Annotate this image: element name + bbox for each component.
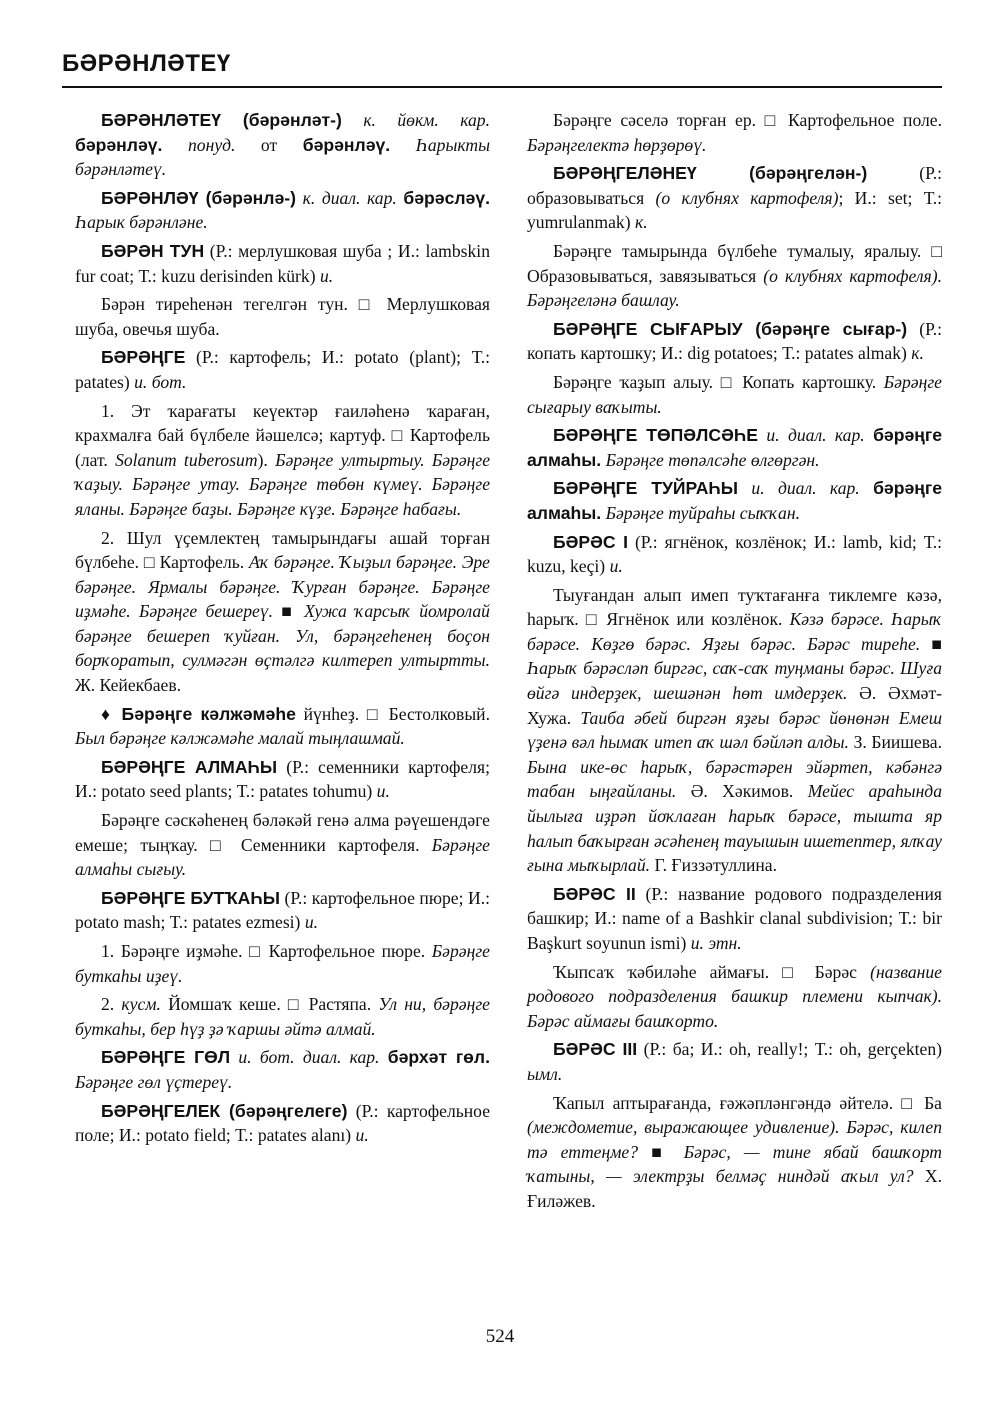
text: [738, 478, 751, 498]
text: (Р.: семенники картофеля; И.: potato seed plants; Т.: patates tohumu): [75, 756, 490, 802]
text: Бәрәңге тамырында бүлбеһе тумалыу, яралыу. □ Образовываться, завязываться: [527, 240, 942, 286]
italic-text: (о клубнях картофеля): [655, 187, 839, 208]
italic-text: Бына ике-өс һарыҡ, бәрәстәрен эйәртеп, кәбәнгә табан ыңғайланы.: [527, 756, 942, 802]
text: 2.: [101, 994, 122, 1015]
italic-text: Бәрәңге ултыртыу. Бәрәңге ҡаҙыу. Бәрәңге утау. Бәрәңге төбөн күмеү. Бәрәңге яланы. Бәрәңге баҙы. Бәрәңге күҙе. Бәрәңге һабағы.: [75, 449, 491, 519]
headword: БӘРӘҢГЕ: [101, 347, 186, 368]
entry-paragraph: [527, 960, 942, 1034]
entry-paragraph: [527, 423, 942, 472]
entry-paragraph: [75, 186, 490, 235]
right-column: [527, 108, 942, 1218]
italic-text: Аҡ бәрәңге. Ҡыҙыл бәрәңге. Эре бәрәңге. Ярмалы бәрәңге. Ҡурған бәрәңге. Бәрәңге иҙмәһе. Бәрәңге бешереү.: [75, 552, 490, 622]
italic-text: и. диал. кар.: [766, 425, 865, 446]
left-column: [75, 108, 490, 1152]
italic-text: к.: [634, 212, 648, 233]
italic-text: Solanum tuberosum: [115, 449, 258, 470]
text: З. Биишева.: [848, 732, 942, 753]
headword: БӘРӘҢГЕ ГӨЛ: [101, 1047, 231, 1068]
text: Ҡапыл аптырағанда, ғәжәпләнгәндә әйтелә. □ Ба: [553, 1092, 942, 1113]
text: Г. Ғиззәтуллина.: [650, 855, 778, 876]
italic-text: Бәрәңге төпәлсәһе өлгөргән.: [605, 449, 820, 470]
text: Ҡыпсаҡ ҡәбиләһе аймағы. □ Бәрәс: [553, 961, 871, 982]
headword: БӘРӘҢГЕ ТӨПӘЛСӘҺЕ: [553, 425, 758, 446]
italic-text: Һарыҡ бәрәсләп биргәс, саҡ-саҡ туңманы бәрәс. Шуға өйгә индерҙек, шешәнән һөт имдерҙек.: [527, 658, 942, 704]
italic-text: к. диал. кар.: [302, 187, 397, 208]
headword: БӘРӘН ТУН: [101, 240, 205, 261]
entry-paragraph: [527, 882, 942, 956]
entry-paragraph: [75, 755, 490, 804]
entry-paragraph: [527, 239, 942, 313]
text: (Р.: ягнёнок, козлёнок; И.: lamb, kid; Т.: kuzu, keçi): [527, 531, 942, 577]
italic-text: Ул ни, бәрәңге буткаһы, бер һүҙ ҙә ҡаршы әйтә алмай.: [75, 994, 490, 1039]
text: Х. Ғиләжев.: [527, 1166, 942, 1211]
text: (Р.: ба; И.: oh, really!; Т.: oh, gerçekten): [637, 1039, 943, 1060]
entry-paragraph: [75, 1099, 490, 1148]
entry-paragraph: [527, 370, 942, 419]
italic-text: и. бот. диал. кар.: [238, 1047, 380, 1068]
entry-paragraph: [75, 1045, 490, 1094]
text: Бәрәңге сәселә торған ер. □ Картофельное поле.: [553, 110, 942, 130]
italic-text: Бәрәс, — тине ябай башҡорт ҡатыны, — электрҙы белмәҫ ниндәй аҡыл ул?: [527, 1141, 942, 1187]
italic-text: и.: [319, 265, 334, 286]
headword: БӘРӘҢГЕЛЕК (бәрәңгелеге): [101, 1100, 348, 1121]
italic-text: Бәрәңге туйраһы сыҡҡан.: [605, 502, 800, 523]
text: Бәрәңге ҡаҙып алыу. □ Копать картошку.: [553, 371, 884, 392]
bold-term: ♦ Бәрәңге кәлжәмәһе: [101, 703, 296, 724]
text: [379, 1047, 387, 1067]
text: [860, 478, 873, 498]
italic-text: (о клубнях картофеля). Бәрәңгеләнә башлау.: [527, 265, 942, 311]
bold-term: бәрәңге алмаһы.: [527, 478, 942, 523]
text: йүнһеҙ. □ Бестолковый.: [295, 703, 490, 724]
entry-paragraph: [75, 108, 490, 182]
entry-paragraph: [527, 108, 942, 157]
text: ■: [920, 633, 942, 654]
text: 2. Шул үҫемлектең тамырындағы ашай торған бүлбеһе. □ Картофель.: [75, 527, 490, 573]
entry-paragraph: [75, 292, 490, 341]
bold-term: бәрхәт гөл.: [387, 1047, 490, 1068]
italic-text: Бәрәңге алмаһы сығыу.: [75, 834, 490, 880]
italic-text: и.: [376, 781, 390, 802]
headword: БӘРӘҢГЕЛӘНЕҮ (бәрәңгелән-): [553, 163, 868, 184]
headword: БӘРӘС II: [553, 883, 636, 904]
entry-paragraph: [527, 583, 942, 878]
italic-text: Хужа ҡарсыҡ йомролай бәрәңге бешереп ҡуйған. Ул, бәрәңгеһенең боҫон борҡоратып, сулмәгән өҫтәлгә килтереп ултыртты.: [75, 601, 490, 671]
entry-paragraph: [75, 992, 490, 1041]
entry-paragraph: [75, 345, 490, 394]
text: (Р.: картофель; И.: potato (plant); Т.: patates): [75, 347, 490, 392]
entry-paragraph: [527, 317, 942, 366]
text: Ә. Хәкимов.: [676, 781, 808, 802]
headword: БӘРӘҢГЕ АЛМАҺЫ: [101, 756, 278, 777]
italic-text: и. бот.: [134, 371, 187, 392]
entry-paragraph: [75, 886, 490, 935]
bold-term: бәрәнләү.: [302, 134, 391, 155]
text: 1. Бәрәңге иҙмәһе. □ Картофельное пюре.: [101, 941, 432, 961]
italic-text: и.: [304, 912, 319, 933]
italic-text: понуд.: [188, 134, 236, 155]
entry-paragraph: [75, 808, 490, 882]
entry-paragraph: [75, 239, 490, 288]
italic-text: к. йөкм. кар.: [363, 110, 490, 130]
italic-text: и. диал. кар.: [751, 478, 860, 499]
italic-text: Һарыкты бәрәнләтеү.: [75, 134, 490, 180]
headword: БӘРӘНЛӘҮ (бәрәнлә-): [101, 187, 296, 208]
text: (Р.: мерлушковая шуба ; И.: lambskin fur coat; Т.: kuzu derisinden kürk): [75, 240, 490, 286]
text: [342, 110, 363, 130]
text: [162, 135, 188, 155]
italic-text: Кәзә бәрәсе. Һарыҡ бәрәсе. Көҙгө бәрәс. Яҙғы бәрәс. Бәрәс тиреһе.: [527, 609, 942, 654]
text: Ә. Әхмәт-Хужа.: [527, 683, 942, 728]
italic-text: к.: [911, 343, 924, 364]
bold-term: бәрәсләү.: [403, 187, 490, 208]
italic-text: Бәрәңге сығарыу ваҡыты.: [527, 371, 942, 417]
text: ; И.: set; Т.: yumrulanmak): [527, 187, 942, 233]
entry-paragraph: [75, 399, 490, 522]
entry-paragraph: [527, 161, 942, 235]
entry-paragraph: [75, 939, 490, 988]
page-number: 524: [485, 1326, 515, 1347]
text: Тыуғандан алып имеп туҡтағанға тиклемге кәзә, һарыҡ. □ Ягнёнок или козлёнок.: [527, 584, 942, 630]
italic-text: Бәрәңге гөл үҫтереү.: [75, 1071, 233, 1092]
text: ).: [257, 449, 276, 470]
header-rule: [62, 86, 942, 88]
text: [390, 135, 416, 155]
italic-text: Таиба әбей биргән яҙғы бәрәс йөнөнән Емеш үҙенә вәл һымаҡ итеп аҡ шәл бәйләп алды.: [527, 707, 942, 753]
headword: БӘРӘҢГЕ БУТҠАҺЫ: [101, 887, 280, 908]
text: 1. Эт ҡарағаты кеүектәр ғаиләһенә ҡараған, крахмалға бай бүлбеле йәшелсә; картуф. □ Картофель (лат.: [75, 400, 490, 470]
italic-text: Бәрәңгелектә һөрҙөрөү.: [527, 134, 707, 155]
italic-text: (название родового подразделения башкир племени кыпчак). Бәрәс аймағы башҡорто.: [527, 961, 942, 1031]
italic-text: кусм.: [121, 994, 161, 1015]
running-head: БӘРӘНЛӘТЕҮ: [62, 50, 231, 77]
italic-text: Мейес араһында йылыға иҙрәп йоҡлаған һарыҡ бәрәсе, тышта яр һалып баҡырған әсәһенең тауышын ишетептер, ялҡау ғына мыҡырлай.: [527, 781, 942, 876]
text: ■: [638, 1141, 684, 1162]
italic-text: и. этн.: [690, 933, 742, 953]
entry-paragraph: [75, 702, 490, 751]
text: (Р.: копать картошку; И.: dig potatoes; Т.: patates almak): [527, 318, 942, 364]
bold-term: бәрәнләү.: [75, 134, 163, 155]
headword: БӘРӘНЛӘТЕҮ (бәрәнләт-): [101, 110, 342, 130]
text: Йомшаҡ кеше. □ Растяпа.: [160, 994, 379, 1015]
text: (Р.: картофельное пюре; И.: potato mash; Т.: patates ezmesi): [75, 887, 490, 933]
entry-paragraph: [527, 1037, 942, 1086]
headword: БӘРӘҢГЕ ТУЙРАҺЫ: [553, 478, 739, 499]
italic-text: и.: [609, 556, 623, 577]
text: [865, 425, 873, 445]
text: от: [235, 134, 303, 155]
entry-paragraph: [527, 476, 942, 525]
text: Ж. Кейекбаев.: [75, 675, 182, 696]
headword: БӘРӘҢГЕ СЫҒАРЫУ (бәрәңге сығар-): [553, 318, 908, 339]
bold-term: бәрәңге алмаһы.: [527, 425, 942, 470]
italic-text: Бәрәңге буткаһы иҙеү.: [75, 941, 490, 986]
italic-text: и.: [355, 1125, 369, 1146]
entry-paragraph: [75, 526, 490, 698]
headword: БӘРӘС I: [553, 531, 628, 552]
text: ■: [273, 601, 305, 622]
text: Бәрән тиреһенән тегелгән тун. □ Мерлушковая шуба, овечья шуба.: [75, 294, 490, 339]
headword: БӘРӘС III: [553, 1039, 638, 1060]
entry-paragraph: [527, 1091, 942, 1214]
entry-paragraph: [527, 530, 942, 579]
text: [296, 188, 303, 208]
italic-text: ымл.: [527, 1063, 563, 1084]
text: (Р.: название родового подразделения башкир; И.: name of a Bashkir clanal subdivision; Т.: bir Başkurt soyunun ismi): [527, 883, 942, 953]
italic-text: (междометие, выражающее удивление). Бәрәс, килеп тә еттеңме?: [527, 1117, 942, 1162]
italic-text: Һарык бәрәнләне.: [75, 212, 208, 233]
italic-text: Был бәрәңге кәлжәмәһе малай тыңлашмай.: [75, 728, 405, 749]
text: Бәрәңге сәскәһенең бәләкәй генә алма рәүешендәге емеше; тыңҡау. □ Семенники картофеля.: [75, 810, 490, 855]
text: (Р.: картофельное поле; И.: potato field; Т.: patates alanı): [75, 1100, 490, 1146]
text: (Р.: образовываться: [527, 163, 942, 208]
